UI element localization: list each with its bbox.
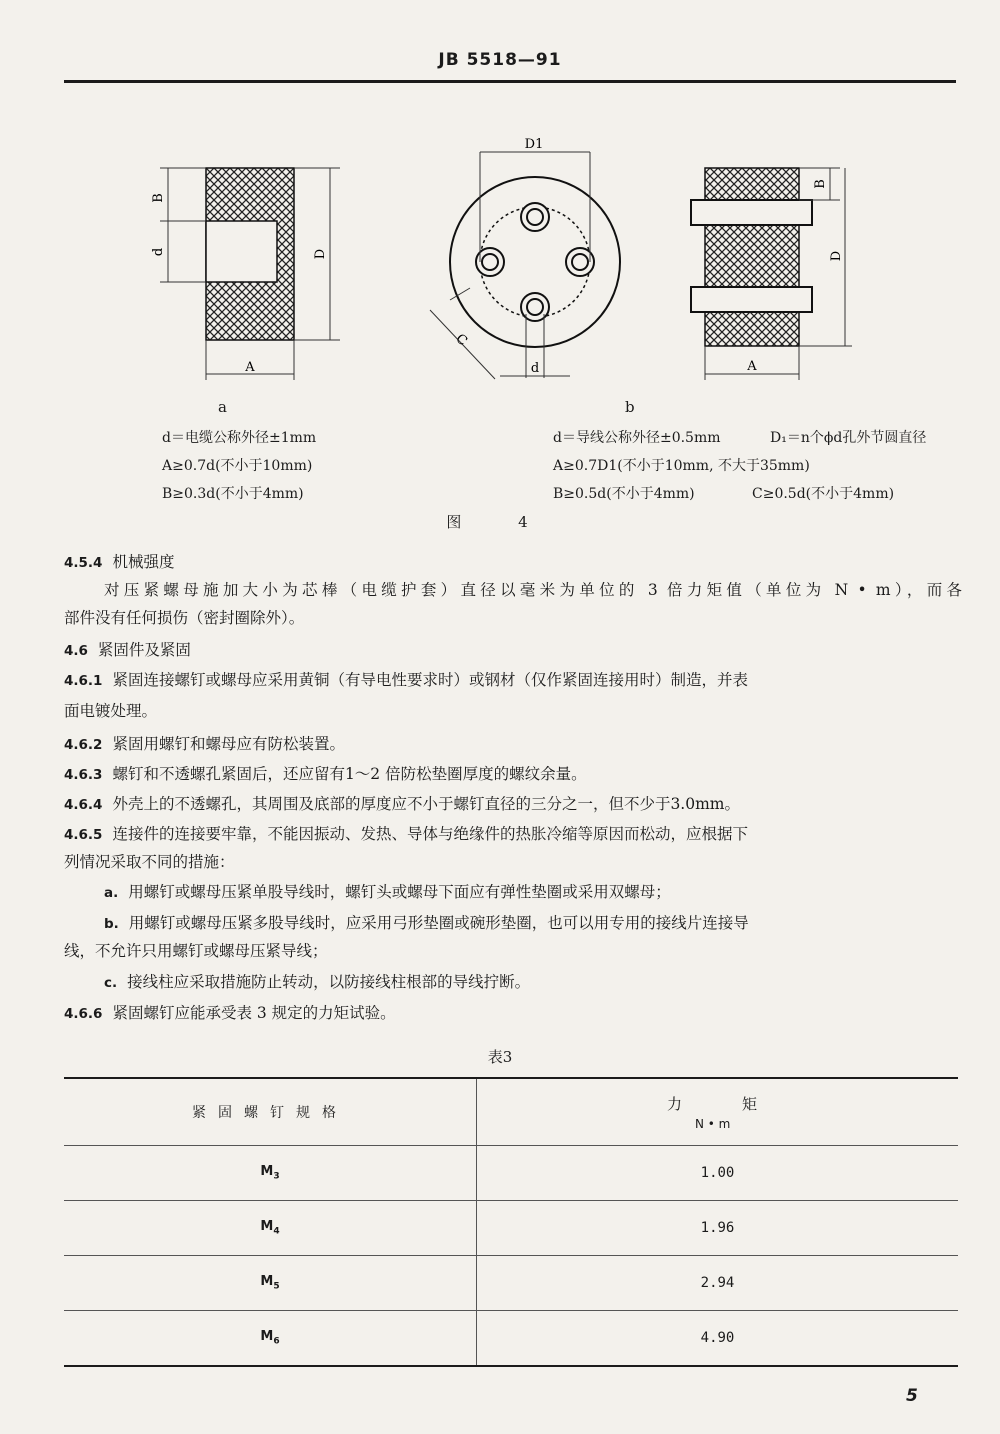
- section-number: 4.6: [64, 643, 88, 659]
- dim-d-a: d: [151, 247, 166, 257]
- section-number: 4.6.1: [64, 673, 103, 689]
- paragraph-4-6-5-line-1: [64, 822, 964, 847]
- section-number: 4.6.3: [64, 767, 103, 783]
- paragraph-4-6-1-line-2: 面电镀处理。: [64, 702, 158, 720]
- figure-4: [130, 132, 880, 407]
- list-item-a: [104, 880, 1000, 905]
- standard-number: JB 5518—91: [438, 50, 562, 70]
- caption-a-letter: a: [218, 398, 227, 416]
- paragraph-text: 外壳上的不透螺孔，其周围及底部的厚度应不小于螺钉直径的三分之一，但不少于3.0mm。: [112, 795, 740, 813]
- figure-title: 图 4: [446, 513, 554, 531]
- section-title: 紧固件及紧固: [97, 641, 191, 659]
- header-spec-label: 紧固螺钉规格: [192, 1105, 348, 1121]
- caption-b-letter: b: [625, 398, 635, 416]
- torque-value: 2.94: [700, 1275, 735, 1291]
- drawing-c: [691, 168, 852, 380]
- grommet-section-c: [705, 168, 799, 346]
- header-cell-spec: [64, 1079, 477, 1145]
- section-4-6-heading: [64, 638, 964, 663]
- dim-d-b: d: [530, 361, 540, 376]
- through-hole-upper: [691, 200, 812, 225]
- list-item-c: [104, 970, 1000, 995]
- header-rule: [64, 80, 956, 83]
- paragraph-text: 紧固用螺钉和螺母应有防松装置。: [112, 735, 345, 753]
- caption-b-line-1-left: d＝导线公称外径±0.5mm: [553, 430, 721, 446]
- caption-b-line-3-right: C≥0.5d(不小于4mm): [752, 486, 895, 502]
- paragraph-4-5-4-line-1: 对压紧螺母施加大小为芯棒（电缆护套）直径以毫米为单位的 3 倍力矩值（单位为 N • m），而各: [104, 581, 962, 599]
- list-marker: c.: [104, 975, 118, 991]
- table-row: [64, 1255, 958, 1310]
- header-torque-label: 力矩: [667, 1095, 818, 1113]
- section-number: 4.6.5: [64, 827, 103, 843]
- paragraph-text: 螺钉和不透螺孔紧固后，还应留有1～2 倍防松垫圈厚度的螺纹余量。: [112, 765, 587, 783]
- list-item-text: 用螺钉或螺母压紧多股导线时，应采用弓形垫圈或碗形垫圈，也可以用专用的接线片连接导: [128, 914, 749, 932]
- paragraph-4-6-1-line-1: [64, 668, 964, 693]
- list-item-text: 接线柱应采取措施防止转动，以防接线柱根部的导线拧断。: [127, 973, 531, 991]
- section-number: 4.6.4: [64, 797, 103, 813]
- section-number: 4.6.6: [64, 1006, 103, 1022]
- paragraph-4-6-6: [64, 1001, 964, 1026]
- paragraph-text: 紧固螺钉应能承受表 3 规定的力矩试验。: [112, 1004, 396, 1022]
- screw-spec: $M_3$: [260, 1164, 280, 1182]
- table-title: 表3: [487, 1048, 513, 1066]
- section-4-5-4-heading: [64, 550, 964, 575]
- paragraph-4-5-4-line-2: 部件没有任何损伤（密封圈除外）。: [64, 609, 305, 627]
- caption-b-line-2: A≥0.7D1(不小于10mm, 不大于35mm): [553, 458, 810, 474]
- paragraph-text: 连接件的连接要牢靠，不能因振动、发热、导体与绝缘件的热胀冷缩等原因而松动，应根据下: [112, 825, 748, 843]
- paragraph-4-6-3: [64, 762, 964, 787]
- table-row: [64, 1200, 958, 1255]
- torque-value: 1.00: [700, 1165, 735, 1181]
- through-hole-lower: [691, 287, 812, 312]
- table-row: [64, 1145, 958, 1200]
- paragraph-4-6-5-line-2: 列情况采取不同的措施：: [64, 853, 235, 871]
- table-3: [64, 1077, 958, 1367]
- list-item-b-line-2: 线，不允许只用螺钉或螺母压紧导线；: [64, 942, 328, 960]
- list-item-text: 用螺钉或螺母压紧单股导线时，螺钉头或螺母下面应有弹性垫圈或采用双螺母；: [128, 883, 671, 901]
- screw-spec: $M_5$: [260, 1274, 280, 1292]
- section-title: 机械强度: [112, 553, 175, 571]
- section-number: 4.5.4: [64, 555, 103, 571]
- torque-value: 1.96: [700, 1220, 735, 1236]
- cable-bore-a: [206, 221, 277, 282]
- list-marker: b.: [104, 916, 119, 932]
- header-cell-torque: [477, 1079, 958, 1145]
- drawing-b: [430, 137, 620, 379]
- dim-D-a: D: [313, 248, 328, 260]
- list-marker: a.: [104, 885, 119, 901]
- dim-B-a: B: [151, 193, 166, 203]
- paragraph-4-6-2: [64, 732, 964, 757]
- paragraph-4-6-4: [64, 792, 964, 817]
- dim-B-c: B: [813, 179, 828, 189]
- section-number: 4.6.2: [64, 737, 103, 753]
- torque-value: 4.90: [700, 1330, 735, 1346]
- screw-spec: $M_6$: [260, 1329, 280, 1347]
- dim-D1-b: D1: [524, 137, 544, 152]
- dim-A-a: A: [245, 360, 255, 375]
- dim-A-c: A: [747, 359, 757, 374]
- dim-C-b: C: [452, 331, 470, 350]
- table-header-row: [64, 1079, 958, 1145]
- caption-a-line-1: d＝电缆公称外径±1mm: [162, 430, 317, 446]
- caption-b-line-1-right: D₁＝n个ϕd孔外节圆直径: [770, 430, 927, 446]
- caption-a-line-2: A≥0.7d(不小于10mm): [162, 458, 313, 474]
- screw-spec: $M_4$: [260, 1219, 280, 1237]
- table-row: [64, 1310, 958, 1365]
- header-torque-unit: N • m: [695, 1117, 731, 1131]
- caption-b-line-3-left: B≥0.5d(不小于4mm): [553, 486, 695, 502]
- dim-D-c: D: [829, 250, 844, 262]
- caption-a-line-3: B≥0.3d(不小于4mm): [162, 486, 304, 502]
- list-item-b-line-1: [104, 911, 1000, 936]
- paragraph-text: 紧固连接螺钉或螺母应采用黄铜（有导电性要求时）或钢材（仅作紧固连接用时）制造，并表: [112, 671, 748, 689]
- figure-4-drawing: [130, 132, 880, 407]
- drawing-a: [151, 168, 340, 380]
- page-number: 5: [906, 1386, 918, 1406]
